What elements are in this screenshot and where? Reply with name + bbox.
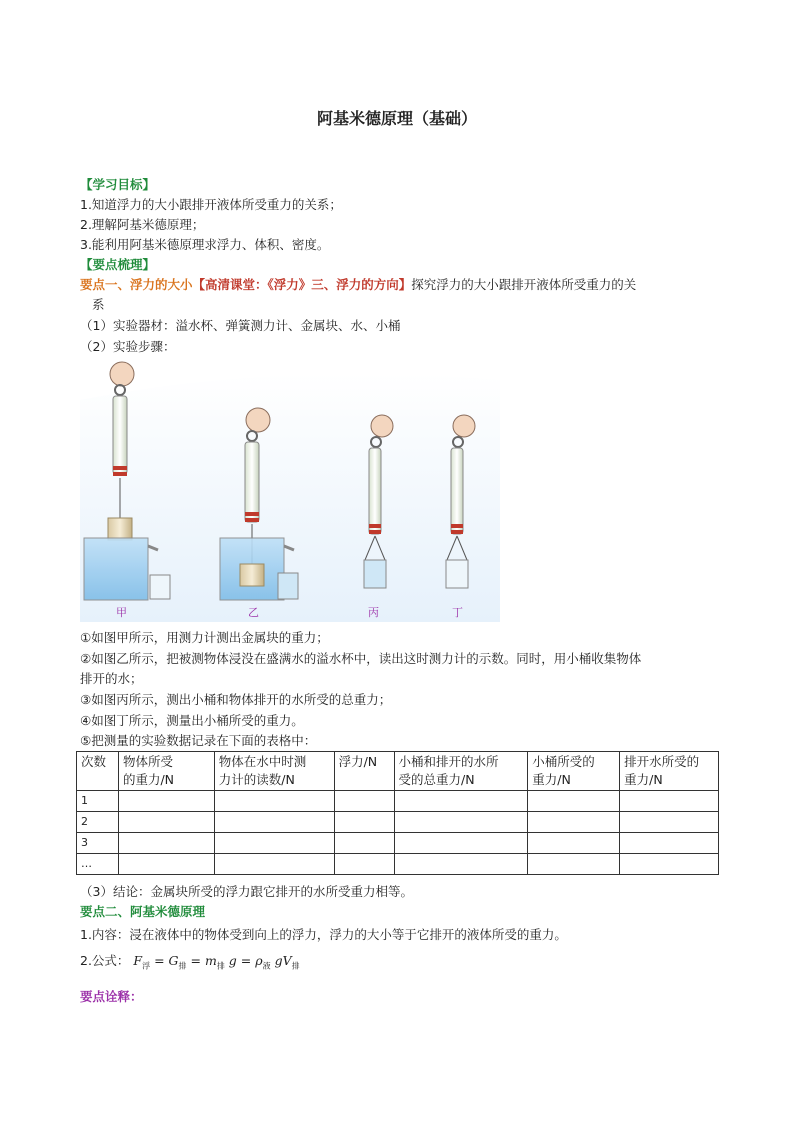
step-item: ①如图甲所示，用测力计测出金属块的重力； xyxy=(80,630,329,645)
table-header: 小桶和排开的水所 受的总重力/N xyxy=(394,752,528,791)
table-header: 次数 xyxy=(77,752,119,791)
step-item: ②如图乙所示，把被测物体浸没在盛满水的溢水杯中，读出这时测力计的示数。同时，用小桶收集物体 xyxy=(80,651,642,666)
formula-label: 2.公式： xyxy=(80,953,130,968)
formula-line xyxy=(80,952,300,976)
step-item-cont: 排开的水； xyxy=(80,671,143,686)
row-index: 3 xyxy=(77,833,119,854)
goal-item: 2.理解阿基米德原理； xyxy=(80,217,205,232)
figure-label-ding: 丁 xyxy=(452,606,463,619)
point2-heading: 要点二、阿基米德原理 xyxy=(80,904,206,919)
table-row xyxy=(77,833,719,854)
conclusion-line: （3）结论：金属块所受的浮力跟它排开的水所受重力相等。 xyxy=(80,884,413,899)
steps-label: （2）实验步骤： xyxy=(80,339,176,354)
points-header: 【要点梳理】 xyxy=(80,257,156,272)
equipment-line: （1）实验器材：溢水杯、弹簧测力计、金属块、水、小桶 xyxy=(80,318,401,333)
table-header: 小桶所受的 重力/N xyxy=(528,752,620,791)
formula: $F_浮 = G_排 = m_排$ $g = \rho_液$ $gV_排$ xyxy=(133,953,300,971)
point1-link[interactable]: 【高清课堂：《浮力》三、浮力的方向】 xyxy=(192,277,412,292)
step-item: ④如图丁所示，测量出小桶所受的重力。 xyxy=(80,713,304,728)
figure-label-bing: 丙 xyxy=(368,606,379,619)
table-header-row xyxy=(77,752,719,791)
row-index: 1 xyxy=(77,791,119,812)
point1-desc: 探究浮力的大小跟排开液体所受重力的关 xyxy=(411,277,637,292)
step-item: ⑤把测量的实验数据记录在下面的表格中： xyxy=(80,733,317,748)
goal-item: 1.知道浮力的大小跟排开液体所受重力的关系； xyxy=(80,197,342,212)
table-header: 物体所受 的重力/N xyxy=(118,752,214,791)
figure-label-yi: 乙 xyxy=(248,606,259,619)
point1-desc-cont: 系 xyxy=(92,297,105,312)
data-table xyxy=(76,751,719,875)
step-item: ③如图丙所示，测出小桶和物体排开的水所受的总重力； xyxy=(80,692,392,707)
row-index: … xyxy=(77,854,119,875)
figure-label-jia: 甲 xyxy=(116,606,127,619)
point2-content: 1.内容：浸在液体中的物体受到向上的浮力，浮力的大小等于它排开的液体所受的重力。 xyxy=(80,927,567,942)
table-row xyxy=(77,791,719,812)
notes-header: 要点诠释： xyxy=(80,989,143,1004)
row-index: 2 xyxy=(77,812,119,833)
table-header: 浮力/N xyxy=(334,752,394,791)
point1-line xyxy=(80,276,636,294)
goals-header: 【学习目标】 xyxy=(80,177,156,192)
experiment-illustration xyxy=(80,360,500,622)
table-row xyxy=(77,854,719,875)
table-header: 物体在水中时测 力计的读数/N xyxy=(214,752,334,791)
point1-heading: 要点一、浮力的大小 xyxy=(80,277,193,292)
table-row xyxy=(77,812,719,833)
goal-item: 3.能利用阿基米德原理求浮力、体积、密度。 xyxy=(80,237,330,252)
experiment-figure xyxy=(80,360,500,622)
table-header: 排开水所受的 重力/N xyxy=(620,752,719,791)
page-title: 阿基米德原理（基础） xyxy=(316,109,477,128)
